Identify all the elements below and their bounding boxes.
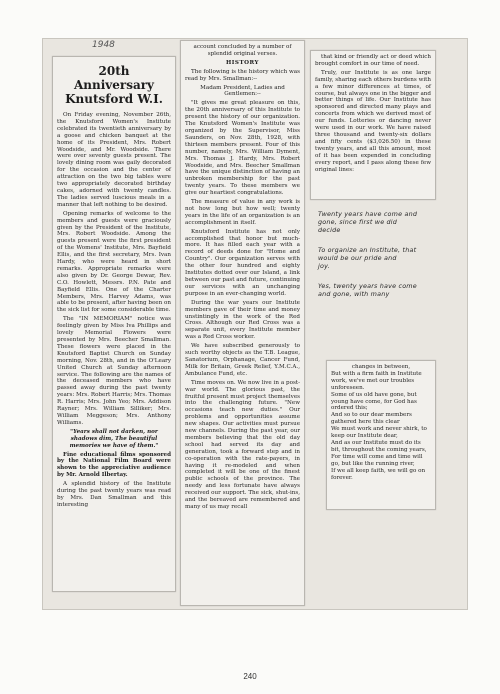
handwritten-line: gone, since first we did xyxy=(318,218,398,226)
paragraph: account concluded by a number of splendid original verses. xyxy=(193,44,292,57)
handwritten-line: Yes, twenty years have come xyxy=(318,282,417,290)
poem-line: We must work and never shirk, to keep our Institute dear, xyxy=(331,426,427,440)
paragraph: Knutsford Institute has not only accomplished that honor but much-more. It has filled each year with a record of deeds done for "Home and Country". Our organization serves with the other four hundred and eighty Institutes dotted over our Island, a link between our past and future, continuing our services with an unchanging purpose in an ever-changing world. xyxy=(185,228,300,297)
handwritten-verse xyxy=(318,210,448,298)
paragraph: The "IN MEMORIAM" notice was feelingly given by Miss Iva Phillips and lovely Memorial Flowers were presented by Mrs. Beecher Smallman. These flowers were placed in the Knutsford Baptist Church on Sunday morning, Nov. 28th, and in the O'Leary United Church at Sunday afternoon service. The following are the names of the deceased members who have passed away during the past twenty years: Mrs. Robert Harris; Mrs. Thomas R. Harris; Mrs. John Yeo; Mrs. Addison Rayner; Mrs. William Silliker; Mrs. William Meggeson; Mrs. Anthony Williams. xyxy=(57,316,171,426)
handwritten-line: Twenty years have come and xyxy=(318,210,418,218)
poem-line: Some of us old have gone, but young have come, for God has ordered this; xyxy=(331,391,417,412)
paragraph: The measure of value in any work is not how long but how well; twenty years in the life of an organization is an accomplishment in itself. xyxy=(185,199,300,226)
handwritten-line: To organize an Institute, that xyxy=(318,246,417,254)
handwritten-line: decide xyxy=(318,226,341,234)
poem-line: And as our Institute must do its bit, throughout the coming years, xyxy=(331,439,427,453)
clipping-column-3-poem xyxy=(326,360,436,510)
poem-line: If we all keep faith, we will go on forever. xyxy=(331,467,426,481)
paragraph: Truly, our Institute is as one large family, sharing each others burdens with a few minor differences at times, of course, but always one in the bigger and better things of life. Our Institute has sponsored and directed many plays and concerts from which we derived most of our funds. Lotteries or dancing never were used in our work. We have raised three thousand and twenty-six dollars and fifty cents ($3,026.50) in these twenty years, and all this amount, most of it has been expended in concluding every report, and I pass along these few original lines: xyxy=(315,69,431,173)
clipping-column-3-top xyxy=(310,50,436,200)
handwritten-line: would be our pride and xyxy=(318,254,397,262)
poem-line: And so to our dear members gathered here this clear xyxy=(331,412,412,426)
paragraph: "It gives me great pleasure on this, the 20th anniversary of this Institute to present the history of our organization. The Knutsford Women's Institute was organized by the Supervisor, Miss Saunders, on Nov. 28th, 1928, with thirteen members present. Four of this number, namely, Mrs. William Dyment, Mrs. Thomas J. Hardy, Mrs. Robert Woodside, and Mrs. Beecher Smallman have the unique distinction of having an unbroken membership for the past twenty years. To these members we give our heartiest congratulations. xyxy=(185,100,300,197)
handwritten-line: joy. xyxy=(318,262,330,270)
quote: "Years shall not darken, nor shadows dim, The beautiful memories we have of them." xyxy=(69,428,159,449)
paragraph: We have subscribed generously to such worthy objects as the T.B. League, Sanatorium, Orphanage, Cancer Fund, Milk for Britain, Greek Relief, Y.M.C.A., Ambulance Fund, etc. xyxy=(185,343,300,377)
handwritten-line: and gone, with many xyxy=(318,290,390,298)
poem-line: For time will come and time will go, but like the running river, xyxy=(331,453,423,467)
clipping-column-2 xyxy=(180,40,305,606)
paragraph: During the war years our Institute members gave of their time and money unstintingly in the work of the Red Cross. Although our Red Cross was a separate unit, every Institute member was a Red Cross worker. xyxy=(185,299,300,341)
poem-line: But with a firm faith in Institute work, we've met our troubles unforeseen. xyxy=(331,370,422,391)
section-heading: HISTORY xyxy=(226,59,259,66)
clipping-column-1 xyxy=(52,56,176,592)
handwritten-date: 1948 xyxy=(92,40,115,50)
paragraph: Time moves on. We now live in a post-war world. The glorious past, the fruitful present must project themselves into the challenging future. "New occasions teach new duties." Our problems and opportunities assume new shapes. Our activities must pursue new channels. During the past year, our members believing that the old day school had served its day and generation, took a forward step and in co-operation with the rate-payers, in having it re-modeled and when completed it will be one of the finest public schools of the province. The needy and less fortunate have always received our support. The sick, shut-ins, and the bereaved are remembered and many of us may recall xyxy=(185,379,300,510)
paragraph: On Friday evening, November 26th, the Knutsford Women's Institute celebrated its twentieth anniversary by a goose and chicken banquet at the home of its President, Mrs. Robert Woodside, and Mr. Woodside. There were over seventy guests present. The lovely dining room was gaily decorated for the occasion and the center of attraction on the two big tables were two appropriately decorated birthday cakes, adorned with twenty candles. The ladies served luscious meals in a manner that left nothing to be desired. xyxy=(57,112,171,208)
salutation: Madam President, Ladies and Gentlemen:-- xyxy=(200,84,285,98)
page-number: 240 xyxy=(243,672,257,681)
paragraph: Opening remarks of welcome to the members and guests were graciously given by the President of the Institute, Mrs. Robert Woodside. Among the guests present were the first president of the Womens' Institute, Mrs. Bayfield Ellis, and the first secretary, Mrs. Ivan Hardy, who were heard in short remarks. Appropriate remarks were also given by Dr. George Dewar, Rev. C.O. Howlett, Messrs. P.N. Pate and Bayfield Ellis. One of the Charter Members, Mrs. Harvey Adams, was able to be present, after having been on the sick list for some considerable time. xyxy=(57,210,171,314)
paragraph: that kind or friendly act or deed which brought comfort in our time of need. xyxy=(315,54,431,67)
paragraph: A splendid history of the Institute during the past twenty years was read by Mrs. Dan Smallman and this interesting xyxy=(57,481,171,508)
paragraph: The following is the history which was read by Mrs. Smallman:-- xyxy=(185,68,300,82)
poem-line: changes in between, xyxy=(351,364,411,370)
paragraph: Fine educational films sponsored by the National Film Board were shown to the appreciative audience by Mr. Arnold Ilbertay. xyxy=(57,451,171,479)
article-title: 20th Anniversary Knutsford W.I. xyxy=(65,64,163,106)
